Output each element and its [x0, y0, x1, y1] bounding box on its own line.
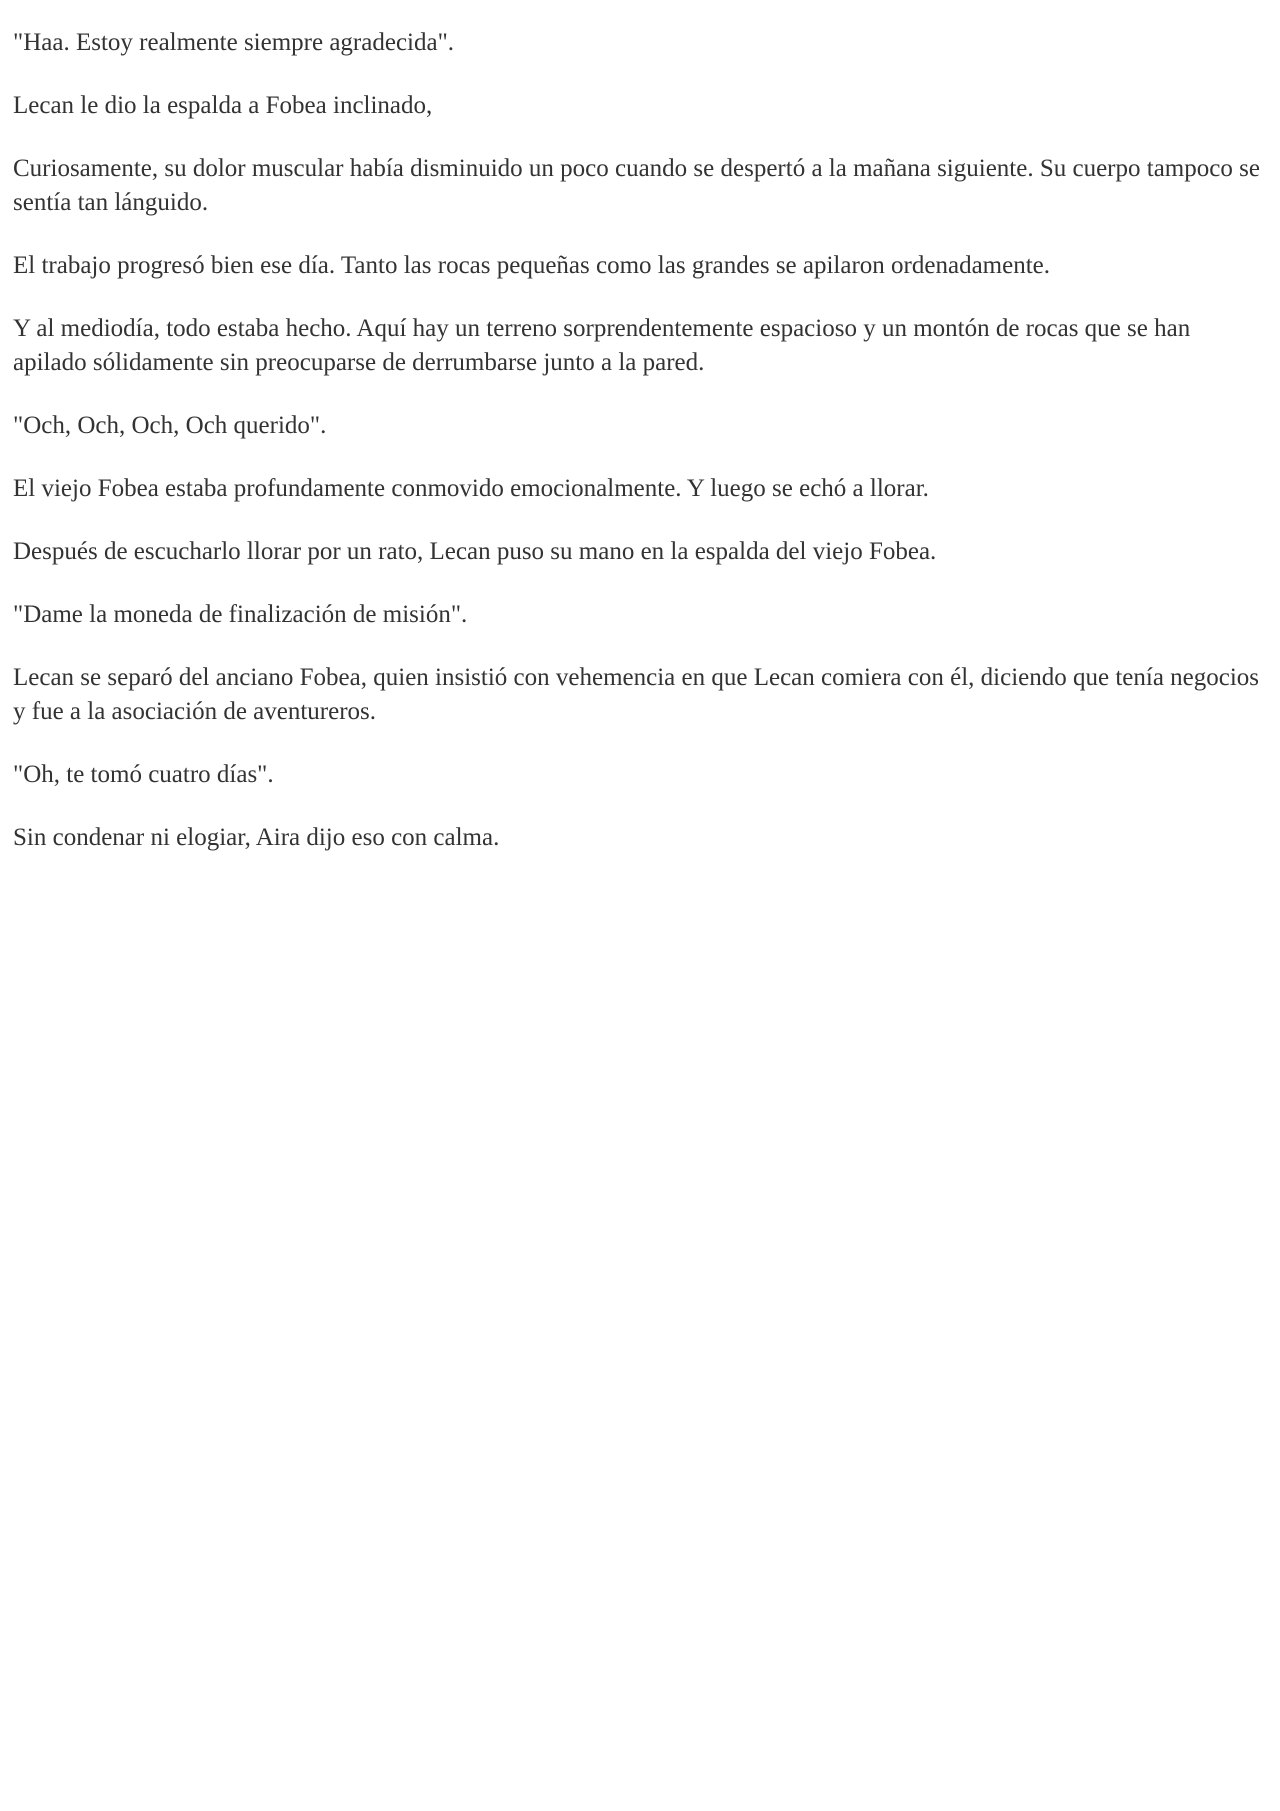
paragraph: "Och, Och, Och, Och querido".	[13, 412, 327, 439]
paragraph: El trabajo progresó bien ese día. Tanto las rocas pequeñas como las grandes se apilaron ordenadamente.	[13, 252, 1050, 279]
paragraph: "Oh, te tomó cuatro días".	[13, 761, 274, 788]
paragraph: Sin condenar ni elogiar, Aira dijo eso con calma.	[13, 824, 500, 851]
paragraph: "Haa. Estoy realmente siempre agradecida".	[13, 29, 455, 56]
paragraph: "Dame la moneda de finalización de misión".	[13, 601, 468, 628]
paragraph: Y al mediodía, todo estaba hecho. Aquí hay un terreno sorprendentemente espacioso y un montón de rocas que se han apilado sólidamente sin preocuparse de derrumbarse junto a la pared.	[13, 315, 1191, 376]
document-page	[13, 26, 1263, 884]
paragraph: Lecan le dio la espalda a Fobea inclinado,	[13, 92, 433, 119]
paragraph: El viejo Fobea estaba profundamente conmovido emocionalmente. Y luego se echó a llorar.	[13, 475, 929, 502]
paragraph: Después de escucharlo llorar por un rato, Lecan puso su mano en la espalda del viejo Fobea.	[13, 538, 937, 565]
paragraph: Curiosamente, su dolor muscular había disminuido un poco cuando se despertó a la mañana siguiente. Su cuerpo tampoco se sentía tan lánguido.	[13, 155, 1260, 216]
paragraph: Lecan se separó del anciano Fobea, quien insistió con vehemencia en que Lecan comiera con él, diciendo que tenía negocios y fue a la asociación de aventureros.	[13, 664, 1260, 725]
